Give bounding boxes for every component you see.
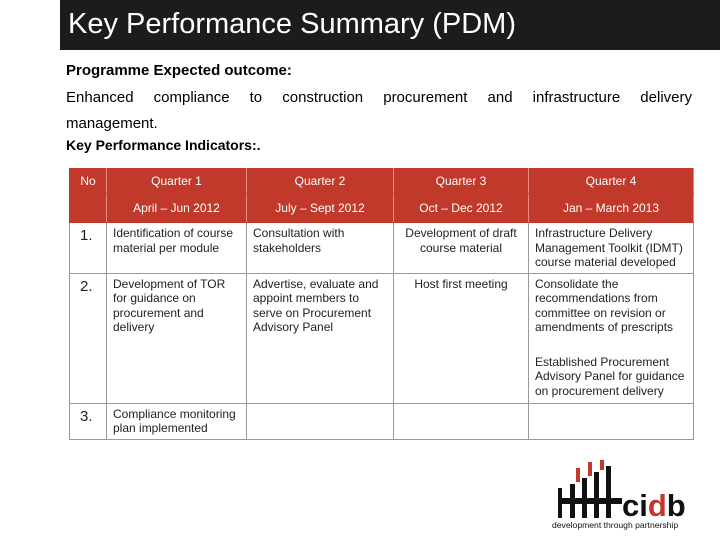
cell-q4-text: Consolidate the recommendations from committee on revision or amendments of prescripts [535, 276, 674, 334]
table-row [70, 223, 694, 274]
cell-q4 [529, 403, 694, 439]
row-number: 1. [70, 223, 107, 274]
cell-q1: Identification of course material per module [107, 223, 247, 274]
cidb-wordmark [622, 488, 686, 524]
row-number: 2. [70, 273, 107, 403]
cell-q2: Advertise, evaluate and appoint members to serve on Procurement Advisory Panel [247, 273, 394, 403]
row-number: 3. [70, 403, 107, 439]
period-quarter-1: April – Jun 2012 [107, 194, 247, 223]
header-quarter-4: Quarter 4 [529, 169, 694, 194]
period-quarter-2: July – Sept 2012 [247, 194, 394, 223]
kpi-heading: Key Performance Indicators:. [66, 137, 261, 153]
cell-q4 [529, 273, 694, 403]
table-row [70, 403, 694, 439]
kpi-table [69, 168, 694, 440]
cell-q4-note: Established Procurement Advisory Panel for guidance on procurement delivery [535, 354, 685, 398]
header-no-blank [70, 194, 107, 223]
expected-outcome-text-line2: management. [66, 115, 158, 132]
cidb-logo [548, 458, 710, 534]
header-quarter-3: Quarter 3 [394, 169, 529, 194]
cell-q4: Infrastructure Delivery Management Toolkit (IDMT) course material developed [529, 223, 694, 274]
cell-q3 [394, 403, 529, 439]
cell-q2 [247, 403, 394, 439]
period-quarter-4: Jan – March 2013 [529, 194, 694, 223]
page-title: Key Performance Summary (PDM) [68, 8, 516, 40]
period-quarter-3: Oct – Dec 2012 [394, 194, 529, 223]
header-quarter-1: Quarter 1 [107, 169, 247, 194]
table-header-row [70, 169, 694, 194]
cell-q2: Consultation with stakeholders [247, 223, 394, 274]
header-no: No [70, 169, 107, 194]
table-row [70, 273, 694, 403]
wordmark-suffix: b [666, 488, 686, 523]
cell-q1: Development of TOR for guidance on procurement and delivery [107, 273, 247, 403]
expected-outcome-text-line1: Enhanced compliance to construction procurement and infrastructure delivery [66, 89, 692, 106]
expected-outcome-heading: Programme Expected outcome: [66, 62, 292, 79]
wordmark-prefix: ci [622, 488, 648, 523]
wordmark-accent: d [647, 488, 667, 523]
header-quarter-2: Quarter 2 [247, 169, 394, 194]
outcome-section [66, 60, 692, 156]
title-bar [60, 0, 720, 50]
cell-q1: Compliance monitoring plan implemented [107, 403, 247, 439]
logo-tagline: development through partnership [552, 520, 679, 530]
cell-q3: Host first meeting [394, 273, 529, 403]
table-period-row [70, 194, 694, 223]
cell-q3: Development of draft course material [394, 223, 529, 274]
